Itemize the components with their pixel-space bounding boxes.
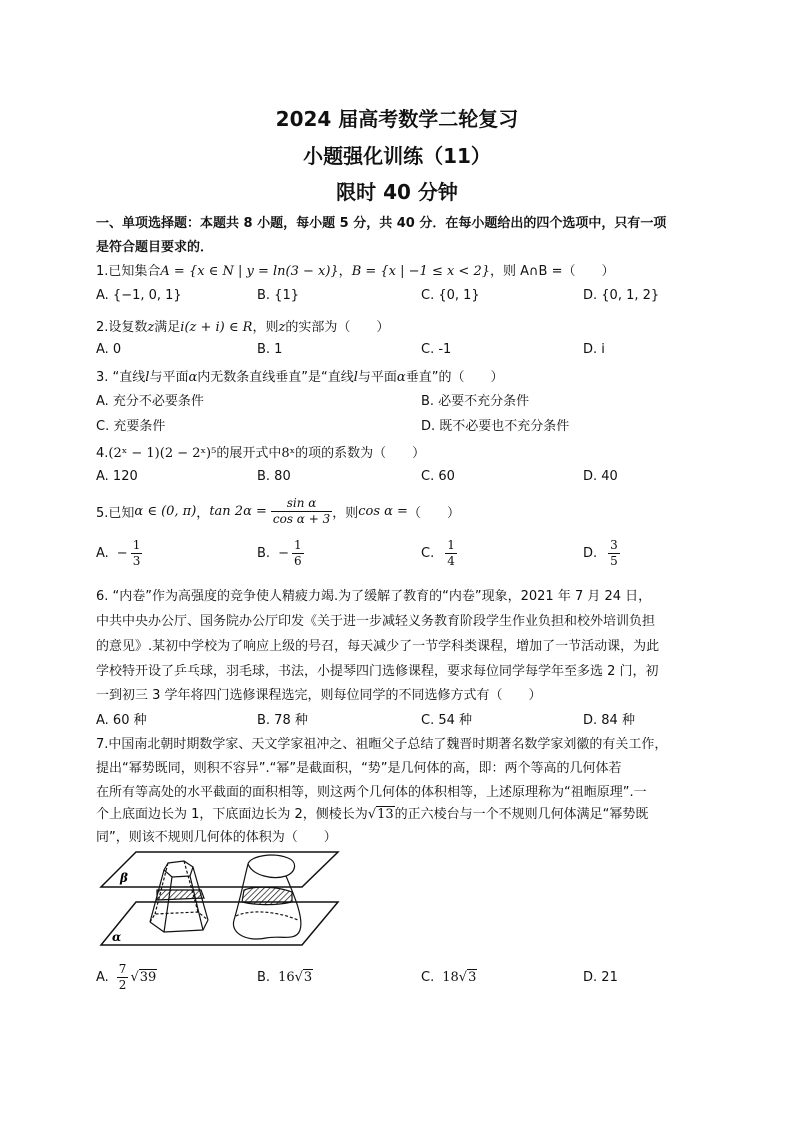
q7-opt-c-coef: 18 <box>442 970 459 985</box>
q5-opt-a-frac <box>131 538 143 569</box>
q1-prefix: 1.已知集合 <box>96 264 161 279</box>
q7-line-4-b: 的正六棱台与一个不规则几何体满足“幂势既 <box>394 807 649 822</box>
q5-tan: tan 2α = <box>209 503 267 519</box>
q3-text-a: 3. “直线 <box>96 370 146 385</box>
q1-set-a: A = {x ∈ N | y = ln(3 − x)} <box>160 264 339 279</box>
question-4 <box>96 442 701 461</box>
q7-opt-b-letter: B. <box>257 970 271 985</box>
q3-option-a: A. 充分不必要条件 <box>96 394 204 409</box>
q6-line-1: 6. “内卷”作为高强度的竞争使人精疲力竭.为了缓解了教育的“内卷”现象，2021 年 7 月 24 日， <box>96 589 652 604</box>
q4-expr: (2ˣ − 1)(2 − 2ˣ)⁵ <box>108 446 217 461</box>
q7-opt-a-den: 2 <box>118 978 127 992</box>
q2-option-a: A. 0 <box>96 342 122 357</box>
q2-option-b: B. 1 <box>257 342 283 357</box>
q5-opt-c-frac <box>445 538 457 569</box>
plane-beta <box>101 852 338 887</box>
q4-option-b: B. 80 <box>257 469 291 484</box>
q5-fraction <box>271 496 332 527</box>
q5-opt-b-num: 1 <box>293 538 302 552</box>
q4-option-a: A. 120 <box>96 469 138 484</box>
q7-opt-a-radicand: 39 <box>139 970 157 985</box>
q5-opt-c-letter: C. <box>421 546 435 561</box>
q4-option-c: C. 60 <box>421 469 455 484</box>
q7-opt-a-letter: A. <box>96 970 109 985</box>
plane-beta-label: β <box>120 871 128 885</box>
q2-suffix-2: 的实部为（ ） <box>285 320 390 335</box>
q5-suffix-b: （ ） <box>407 505 460 521</box>
q4-term: 8ˣ <box>281 446 296 461</box>
q7-line-5: 同”，则该不规则几何体的体积为（ ） <box>96 830 337 845</box>
q3-alpha-2: α <box>396 370 406 385</box>
q6-line-4: 学校特开设了乒乓球，羽毛球，书法，小提琴四门选修课程，要求每位同学每学年至多选 2 门，初 <box>96 664 659 679</box>
q4-prefix: 4. <box>96 446 109 461</box>
q7-opt-a-num: 7 <box>118 962 127 976</box>
q1-option-d: D. {0, 1, 2} <box>583 288 660 303</box>
q1-option-a: A. {−1, 0, 1} <box>96 288 182 303</box>
q7-opt-a-frac <box>117 962 129 993</box>
q7-option-c <box>421 970 477 985</box>
q6-option-d: D. 84 种 <box>583 713 635 728</box>
plane-alpha-label: α <box>112 930 122 944</box>
q2-option-c: C. -1 <box>421 342 452 357</box>
q7-line-2: 提出“幂势既同，则积不容异”.“幂”是截面积，“势”是几何体的高，即：两个等高的几何体若 <box>96 761 622 776</box>
q6-line-3: 的意见》.某初中学校为了响应上级的号召，每天减少了一节学科类课程，增加了一节活动课，为此 <box>96 639 660 654</box>
q7-option-d <box>583 970 618 985</box>
q5-mid: ， <box>196 505 210 521</box>
q4-mid: 的展开式中 <box>216 446 282 461</box>
q5-condition: α ∈ (0, π) <box>134 503 197 519</box>
question-3 <box>96 366 701 385</box>
q7-opt-b-sqrt: √3 <box>294 970 313 985</box>
q2-prefix: 2.设复数 <box>96 320 148 335</box>
q7-opt-c-letter: C. <box>421 970 435 985</box>
question-5 <box>96 493 701 529</box>
q4-option-d: D. 40 <box>583 469 618 484</box>
q7-line-4-a: 个上底面边长为 1，下底面边长为 2，侧棱长为 <box>96 807 368 822</box>
q5-opt-d-num: 3 <box>610 538 618 552</box>
q7-opt-c-sqrt: √3 <box>458 970 477 985</box>
q5-opt-c-den: 4 <box>447 554 455 568</box>
irregular-solid <box>233 855 300 939</box>
q7-opt-b-radicand: 3 <box>303 970 313 985</box>
q5-frac-den: cos α + 3 <box>272 511 331 526</box>
q5-opt-a-letter: A. <box>96 546 109 561</box>
q6-line-2: 中共中央办公厅、国务院办公厅印发《关于进一步减轻义务教育阶段学生作业负担和校外培训负担 <box>96 614 656 629</box>
q1-suffix: ，则 A∩B =（ ） <box>490 264 615 279</box>
q5-prefix: 5.已知 <box>96 505 135 521</box>
q6-option-c: C. 54 种 <box>421 713 473 728</box>
q2-mid: 满足 <box>154 320 181 335</box>
q3-text-b: 与平面 <box>149 370 189 385</box>
q1-mid: ， <box>338 264 352 279</box>
q7-opt-b-coef: 16 <box>278 970 295 985</box>
q3-l: l <box>145 370 150 385</box>
q7-opt-c-radicand: 3 <box>468 970 477 985</box>
title-line-2: 小题强化训练（11） <box>303 144 491 168</box>
q2-condition: i(z + i) ∈ R <box>180 320 253 335</box>
title-line-1: 2024 届高考数学二轮复习 <box>275 107 519 131</box>
q7-sqrt-13-radicand: 13 <box>377 807 394 822</box>
q2-suffix-1: ，则 <box>252 320 279 335</box>
q5-option-b <box>257 538 304 569</box>
q6-option-a: A. 60 种 <box>96 713 147 728</box>
q5-cos: cos α = <box>358 503 408 519</box>
q3-text-e: 垂直”的（ ） <box>405 370 504 385</box>
q3-text-c: 内无数条直线垂直”是“直线 <box>197 370 354 385</box>
q2-option-d: D. i <box>583 342 605 357</box>
section-heading-b: 是符合题目要求的． <box>96 240 214 255</box>
q4-suffix: 的项的系数为（ ） <box>295 446 426 461</box>
title-line-3: 限时 40 分钟 <box>336 180 458 204</box>
q7-option-b <box>257 970 313 985</box>
q5-opt-d-den: 5 <box>610 554 618 568</box>
q5-opt-a-num: 1 <box>132 538 141 552</box>
section-heading-a: 一、单项选择题：本题共 8 小题，每小题 5 分，共 40 分．在每小题给出的四个选项中，只有一项 <box>96 216 667 231</box>
q5-suffix-a: ，则 <box>332 505 359 521</box>
q5-frac-num: sin α <box>271 496 332 512</box>
q5-opt-b-den: 6 <box>293 554 302 568</box>
q7-opt-d-letter: D. <box>583 970 598 985</box>
q7-line-3: 在所有等高处的水平截面的面积相等，则这两个几何体的体积相等，上述原理称为“祖暅原理”.一 <box>96 785 647 800</box>
q5-opt-a-sign: − <box>116 546 128 561</box>
q1-option-b: B. {1} <box>257 288 299 303</box>
q3-text-d: 与平面 <box>357 370 397 385</box>
q7-line-1: 7.中国南北朝时期数学家、天文学家祖冲之、祖暅父子总结了魏晋时期著名数学家刘徽的有关工作， <box>96 737 668 752</box>
q7-sqrt-13: √13 <box>367 807 394 822</box>
question-1 <box>96 260 701 279</box>
q5-opt-d-letter: D. <box>583 546 598 561</box>
q3-option-c: C. 充要条件 <box>96 419 166 434</box>
hexagonal-frustum <box>150 861 208 932</box>
q2-z: z <box>147 320 155 335</box>
q2-z-2: z <box>278 320 286 335</box>
q7-opt-a-sqrt: √39 <box>130 970 157 985</box>
q5-option-a <box>96 538 142 569</box>
q1-option-c: C. {0, 1} <box>421 288 480 303</box>
q7-option-a <box>96 962 157 993</box>
q5-opt-c-num: 1 <box>447 538 455 552</box>
plane-alpha <box>101 902 338 945</box>
question-2 <box>96 316 701 335</box>
q5-option-d <box>583 538 620 569</box>
q3-option-b: B. 必要不充分条件 <box>421 394 530 409</box>
q5-opt-b-sign: − <box>278 546 289 561</box>
q6-option-b: B. 78 种 <box>257 713 308 728</box>
q3-option-d: D. 既不必要也不充分条件 <box>421 419 570 434</box>
q1-set-b: B = {x | −1 ≤ x < 2} <box>351 264 490 279</box>
q5-opt-d-frac <box>608 538 620 569</box>
q3-alpha: α <box>188 370 198 385</box>
q5-opt-b-letter: B. <box>257 546 271 561</box>
q5-opt-b-frac <box>292 538 304 569</box>
q7-opt-d-value: 21 <box>601 970 618 985</box>
q6-line-5: 一到初三 3 学年将四门选修课程选完，则每位同学的不同选修方式有（ ） <box>96 688 542 703</box>
q7-line-4 <box>96 803 701 822</box>
q7-figure <box>98 850 343 950</box>
q5-opt-a-den: 3 <box>132 554 141 568</box>
q5-option-c <box>421 538 457 569</box>
q3-l-2: l <box>353 370 358 385</box>
